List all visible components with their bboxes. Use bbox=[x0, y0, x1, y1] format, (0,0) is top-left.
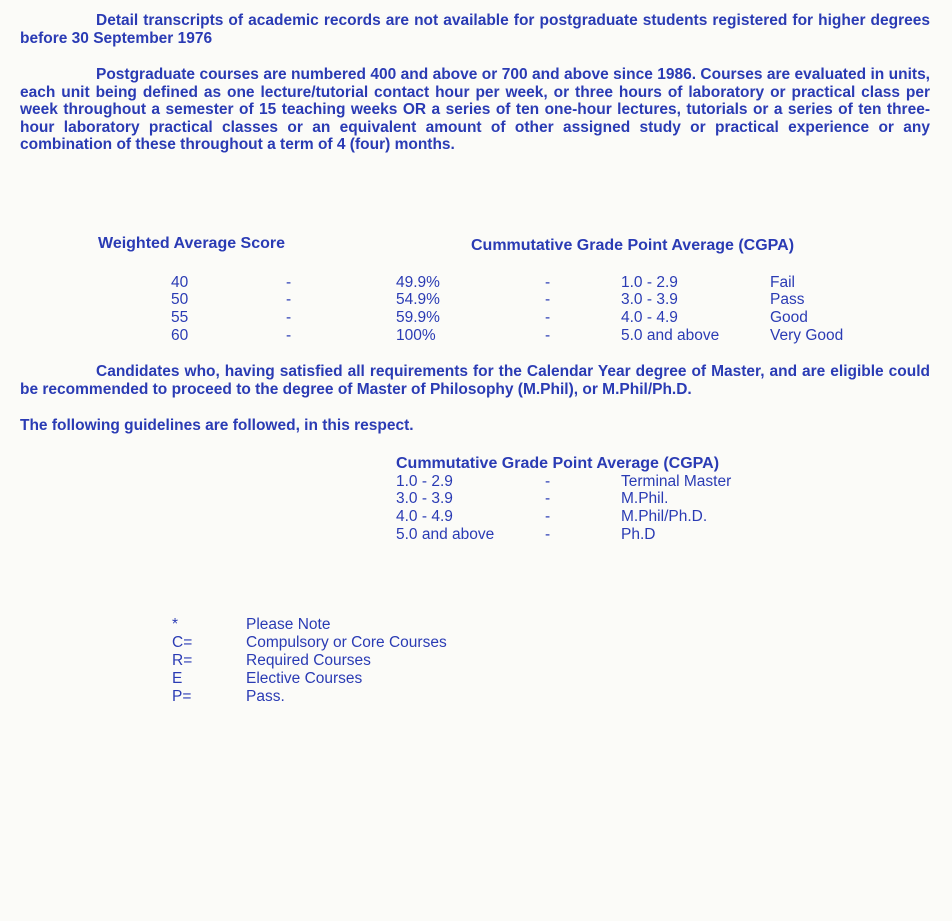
dash: - bbox=[286, 291, 292, 308]
grade-label: Good bbox=[770, 309, 808, 326]
grading-row bbox=[0, 274, 952, 292]
note-item bbox=[0, 652, 952, 670]
outcome-label: Terminal Master bbox=[621, 473, 732, 490]
dash: - bbox=[545, 274, 551, 291]
dash: - bbox=[545, 327, 551, 344]
transcript-notice bbox=[20, 12, 930, 47]
dash: - bbox=[286, 309, 292, 326]
score-from: 50 bbox=[171, 291, 189, 308]
note-text: Required Courses bbox=[246, 652, 371, 669]
dash: - bbox=[286, 274, 292, 291]
cgpa-range: 1.0 - 2.9 bbox=[621, 274, 678, 291]
guideline-row bbox=[0, 490, 952, 508]
note-key: * bbox=[172, 616, 179, 633]
grade-label: Pass bbox=[770, 291, 805, 308]
dash: - bbox=[286, 327, 292, 344]
note-key: R= bbox=[172, 652, 193, 669]
dash: - bbox=[545, 291, 551, 308]
dash: - bbox=[545, 526, 551, 543]
cgpa-range: 4.0 - 4.9 bbox=[621, 309, 678, 326]
note-item bbox=[0, 688, 952, 706]
transcript-notice-text: Detail transcripts of academic records are not available for postgraduate students registered for higher degrees before 30 September 1976 bbox=[20, 12, 930, 47]
guideline-row bbox=[0, 473, 952, 491]
note-key: P= bbox=[172, 688, 192, 705]
cgpa-header: Cummutative Grade Point Average (CGPA) bbox=[471, 237, 795, 254]
note-item bbox=[0, 634, 952, 652]
note-item bbox=[0, 616, 952, 634]
dash: - bbox=[545, 490, 551, 507]
was-header: Weighted Average Score bbox=[98, 235, 286, 252]
course-numbering-paragraph bbox=[20, 66, 930, 154]
score-from: 40 bbox=[171, 274, 189, 291]
course-numbering-text: Postgraduate courses are numbered 400 and above or 700 and above since 1986. Courses are evaluated in units, each unit being defined as one lecture/tutorial contact hour per week, or three hours of laboratory or practical class per week throughout a semester of 15 teaching weeks OR a series of ten one-hour lectures, tutorials or a series of ten three-hour laboratory practical classes or an equivalent amount of other assigned study or practical experience or any combination of these throughout a term of 4 (four) months. bbox=[20, 66, 930, 153]
grade-label: Fail bbox=[770, 274, 795, 291]
note-item bbox=[0, 670, 952, 688]
mphil-eligibility-paragraph bbox=[20, 363, 930, 398]
grade-label: Very Good bbox=[770, 327, 844, 344]
outcome-label: M.Phil/Ph.D. bbox=[621, 508, 708, 525]
grading-row bbox=[0, 291, 952, 309]
guideline-row bbox=[0, 526, 952, 544]
score-to: 59.9% bbox=[396, 309, 440, 326]
score-to: 100% bbox=[396, 327, 436, 344]
dash: - bbox=[545, 473, 551, 490]
guidelines-header: Cummutative Grade Point Average (CGPA) bbox=[396, 455, 720, 472]
note-key: C= bbox=[172, 634, 193, 651]
guideline-row bbox=[0, 508, 952, 526]
score-from: 55 bbox=[171, 309, 189, 326]
outcome-label: M.Phil. bbox=[621, 490, 669, 507]
grading-row bbox=[0, 327, 952, 345]
cgpa-range: 1.0 - 2.9 bbox=[396, 473, 453, 490]
score-to: 54.9% bbox=[396, 291, 440, 308]
note-text: Elective Courses bbox=[246, 670, 363, 687]
cgpa-range: 5.0 and above bbox=[396, 526, 495, 543]
guidelines-intro: The following guidelines are followed, in this respect. bbox=[20, 417, 414, 434]
note-text: Pass. bbox=[246, 688, 285, 705]
note-text: Please Note bbox=[246, 616, 331, 633]
note-text: Compulsory or Core Courses bbox=[246, 634, 447, 651]
note-key: E bbox=[172, 670, 183, 687]
dash: - bbox=[545, 508, 551, 525]
mphil-eligibility-text: Candidates who, having satisfied all requirements for the Calendar Year degree of Master, and are eligible could be recommended to proceed to the degree of Master of Philosophy (M.Phil), or M.Phil/Ph.D. bbox=[20, 363, 930, 398]
cgpa-range: 5.0 and above bbox=[621, 327, 720, 344]
cgpa-range: 4.0 - 4.9 bbox=[396, 508, 453, 525]
outcome-label: Ph.D bbox=[621, 526, 656, 543]
dash: - bbox=[545, 309, 551, 326]
grading-row bbox=[0, 309, 952, 327]
score-from: 60 bbox=[171, 327, 189, 344]
cgpa-range: 3.0 - 3.9 bbox=[396, 490, 453, 507]
score-to: 49.9% bbox=[396, 274, 440, 291]
cgpa-range: 3.0 - 3.9 bbox=[621, 291, 678, 308]
